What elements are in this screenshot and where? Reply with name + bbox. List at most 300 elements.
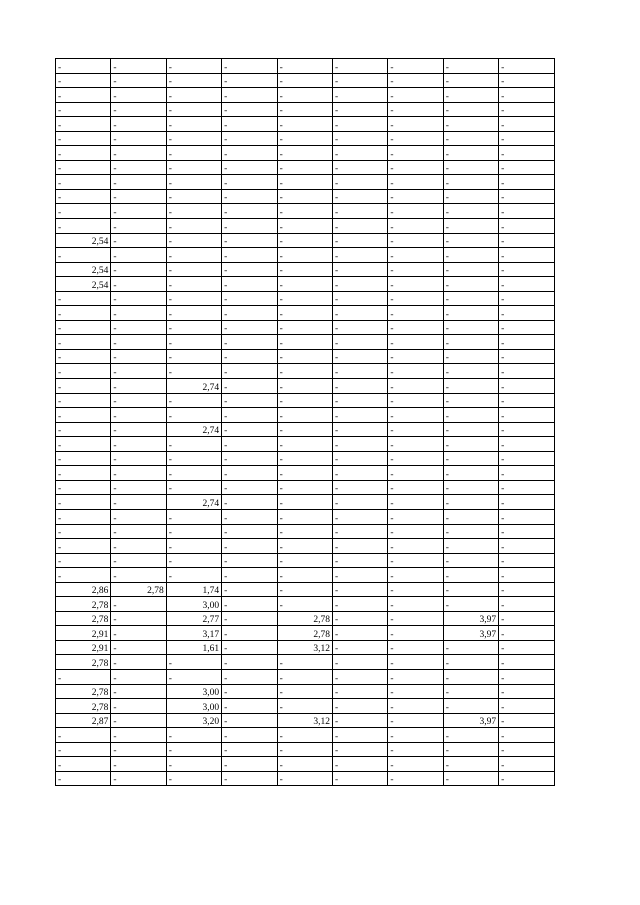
table-cell: - [388,509,443,524]
table-cell: - [277,117,332,132]
table-cell: - [388,422,443,437]
table-cell: - [111,131,166,146]
table-cell: - [443,59,498,74]
table-cell: - [388,306,443,321]
table-cell: - [111,248,166,263]
table-cell: - [443,117,498,132]
table-cell: 3,17 [166,626,221,641]
table-cell: - [499,160,555,175]
table-cell: - [499,277,555,292]
table-cell: - [166,306,221,321]
table-row [56,88,555,103]
table-cell: - [111,466,166,481]
table-cell: - [111,364,166,379]
table-cell: - [56,480,111,495]
table-cell: - [499,582,555,597]
table-cell: - [443,335,498,350]
table-row [56,393,555,408]
table-cell: - [388,349,443,364]
table-cell: - [332,59,387,74]
table-cell: 2,78 [56,655,111,670]
table-cell: - [277,88,332,103]
table-cell: - [443,699,498,714]
table-cell: - [388,88,443,103]
table-cell: - [499,146,555,161]
table-cell: - [499,233,555,248]
table-cell: - [443,655,498,670]
table-cell: - [332,146,387,161]
table-row [56,611,555,626]
table-cell: - [388,669,443,684]
table-cell: - [166,189,221,204]
table-cell: - [388,117,443,132]
table-cell: - [111,509,166,524]
table-cell: 3,12 [277,713,332,728]
table-cell: - [388,408,443,423]
table-row [56,131,555,146]
table-cell: - [332,349,387,364]
table-cell: - [332,742,387,757]
table-cell: - [111,102,166,117]
table-cell: - [222,88,277,103]
table-cell: - [111,73,166,88]
table-cell: 1,74 [166,582,221,597]
table-row [56,553,555,568]
table-cell: - [388,626,443,641]
table-cell: - [332,262,387,277]
table-cell: 2,78 [56,611,111,626]
table-cell: - [56,524,111,539]
table-cell: - [222,611,277,626]
table-cell: - [499,597,555,612]
table-cell: - [277,160,332,175]
table-cell: - [277,699,332,714]
table-cell: 2,78 [277,626,332,641]
table-row [56,102,555,117]
table-cell: - [56,568,111,583]
table-cell: - [166,364,221,379]
table-row [56,757,555,772]
table-cell: - [111,771,166,786]
table-cell: - [111,655,166,670]
table-row [56,669,555,684]
table-cell: - [277,684,332,699]
table-cell: - [222,655,277,670]
table-cell: - [56,553,111,568]
table-cell: - [332,728,387,743]
table-cell: - [332,771,387,786]
table-cell: - [166,102,221,117]
table-cell: - [111,539,166,554]
table-cell: 3,20 [166,713,221,728]
table-cell: - [56,88,111,103]
table-cell: - [332,699,387,714]
table-cell: - [388,568,443,583]
table-cell: - [56,364,111,379]
table-cell: - [443,73,498,88]
table-cell: 2,78 [56,699,111,714]
table-cell: - [222,306,277,321]
table-cell: - [222,175,277,190]
table-cell: - [111,335,166,350]
table-cell: - [499,131,555,146]
table-cell: - [111,524,166,539]
table-cell: - [56,131,111,146]
table-cell: - [111,742,166,757]
table-cell: - [56,728,111,743]
table-cell: - [166,175,221,190]
table-cell: - [111,568,166,583]
table-cell: - [332,393,387,408]
table-cell: - [443,408,498,423]
table-cell: - [332,102,387,117]
table-cell: - [56,379,111,394]
table-cell: - [222,131,277,146]
table-cell: - [277,146,332,161]
table-cell: - [443,349,498,364]
table-cell: - [443,771,498,786]
table-row [56,728,555,743]
table-cell: - [277,524,332,539]
table-cell: - [499,626,555,641]
table-cell: - [111,640,166,655]
table-cell: - [277,728,332,743]
table-cell: - [499,728,555,743]
table-cell: - [222,597,277,612]
table-cell: - [222,480,277,495]
table-cell: - [332,480,387,495]
table-cell: - [56,204,111,219]
table-cell: - [499,349,555,364]
table-cell: - [166,568,221,583]
table-cell: - [388,131,443,146]
table-cell: - [388,582,443,597]
table-cell: - [56,437,111,452]
table-cell: - [388,480,443,495]
table-cell: - [332,713,387,728]
table-cell: - [111,219,166,234]
table-cell: - [277,306,332,321]
table-cell: - [222,364,277,379]
table-cell: - [222,684,277,699]
table-cell: - [388,291,443,306]
table-cell: - [332,757,387,772]
table-body [56,59,555,786]
table-cell: - [499,204,555,219]
table-cell: - [332,640,387,655]
table-cell: - [388,175,443,190]
table-cell: - [166,277,221,292]
table-cell: - [332,684,387,699]
table-cell: - [166,204,221,219]
table-cell: - [443,568,498,583]
table-cell: - [277,219,332,234]
table-cell: - [111,728,166,743]
table-cell: - [332,582,387,597]
table-cell: - [499,669,555,684]
table-cell: - [222,669,277,684]
table-cell: - [222,277,277,292]
table-cell: - [222,582,277,597]
table-cell: - [332,495,387,510]
table-cell: - [56,349,111,364]
table-cell: - [166,728,221,743]
table-cell: - [332,160,387,175]
table-row [56,291,555,306]
table-cell: 2,74 [166,379,221,394]
table-cell: - [499,306,555,321]
table-cell: 2,74 [166,422,221,437]
table-cell: - [443,669,498,684]
table-cell: - [277,291,332,306]
table-cell: - [499,742,555,757]
table-cell: - [332,131,387,146]
table-row [56,582,555,597]
table-cell: - [499,771,555,786]
table-cell: - [443,364,498,379]
table-cell: - [388,379,443,394]
table-cell: - [499,495,555,510]
table-cell: - [332,524,387,539]
table-cell: - [277,320,332,335]
table-cell: - [332,88,387,103]
table-cell: - [166,291,221,306]
table-cell: - [277,553,332,568]
table-cell: - [222,553,277,568]
table-cell: - [222,349,277,364]
table-row [56,233,555,248]
table-row [56,219,555,234]
table-cell: - [277,539,332,554]
table-cell: - [332,669,387,684]
table-cell: - [56,146,111,161]
table-cell: - [388,742,443,757]
table-cell: - [111,160,166,175]
table-cell: - [56,219,111,234]
table-cell: - [277,277,332,292]
table-row [56,597,555,612]
data-table [55,58,555,786]
table-cell: - [443,466,498,481]
table-row [56,146,555,161]
table-cell: - [111,699,166,714]
table-cell: - [388,73,443,88]
table-cell: - [222,742,277,757]
table-cell: - [56,335,111,350]
table-cell: - [277,131,332,146]
table-cell: - [388,728,443,743]
table-cell: - [222,146,277,161]
table-cell: - [443,262,498,277]
table-cell: 3,00 [166,684,221,699]
table-cell: - [111,437,166,452]
table-cell: - [388,771,443,786]
table-cell: 3,97 [443,713,498,728]
table-cell: - [166,117,221,132]
table-cell: 2,91 [56,626,111,641]
table-cell: - [388,437,443,452]
table-cell: - [388,699,443,714]
table-cell: - [111,146,166,161]
table-cell: - [222,699,277,714]
table-cell: - [388,189,443,204]
table-cell: - [222,626,277,641]
table-cell: - [56,742,111,757]
table-cell: - [222,160,277,175]
table-cell: - [443,204,498,219]
table-cell: - [56,539,111,554]
table-cell: - [443,422,498,437]
table-cell: - [111,684,166,699]
table-cell: - [166,262,221,277]
table-cell: - [166,131,221,146]
table-cell: - [443,495,498,510]
table-cell: - [56,393,111,408]
table-row [56,379,555,394]
table-cell: - [277,189,332,204]
table-cell: - [166,160,221,175]
table-cell: - [499,713,555,728]
table-row [56,306,555,321]
table-cell: - [166,408,221,423]
table-cell: - [56,102,111,117]
table-cell: - [166,248,221,263]
table-cell: - [222,771,277,786]
table-cell: - [499,568,555,583]
table-cell: - [222,713,277,728]
table-cell: - [443,597,498,612]
table-cell: - [222,248,277,263]
table-cell: - [166,59,221,74]
table-row [56,655,555,670]
table-cell: - [388,611,443,626]
table-cell: - [443,437,498,452]
table-cell: - [443,509,498,524]
table-cell: - [499,117,555,132]
table-cell: - [332,219,387,234]
table-cell: - [277,466,332,481]
table-cell: - [499,219,555,234]
table-cell: - [443,233,498,248]
table-cell: - [222,451,277,466]
table-row [56,771,555,786]
table-cell: - [277,451,332,466]
table-cell: - [166,524,221,539]
table-cell: - [499,539,555,554]
table-cell: - [111,611,166,626]
table-row [56,349,555,364]
table-row [56,524,555,539]
table-cell: 2,78 [56,684,111,699]
table-cell: - [166,393,221,408]
table-cell: - [56,408,111,423]
table-row [56,495,555,510]
table-cell: - [222,422,277,437]
table-cell: - [56,175,111,190]
table-cell: - [111,306,166,321]
table-cell: - [388,320,443,335]
table-cell: - [499,102,555,117]
table-row [56,422,555,437]
table-cell: - [166,451,221,466]
table-cell: - [277,582,332,597]
table-cell: - [443,131,498,146]
table-cell: - [332,204,387,219]
table-cell: - [499,393,555,408]
table-cell: - [166,320,221,335]
table-row [56,509,555,524]
table-cell: 2,54 [56,277,111,292]
table-cell: - [111,669,166,684]
table-cell: - [388,248,443,263]
table-cell: - [388,597,443,612]
table-cell: - [111,175,166,190]
table-cell: - [443,393,498,408]
table-cell: - [111,495,166,510]
table-cell: - [222,219,277,234]
table-row [56,189,555,204]
table-cell: - [166,88,221,103]
table-cell: - [499,480,555,495]
table-cell: - [443,728,498,743]
table-cell: - [56,73,111,88]
table-row [56,73,555,88]
table-cell: - [332,335,387,350]
table-row [56,160,555,175]
table-cell: - [56,466,111,481]
table-cell: - [499,175,555,190]
table-cell: - [56,117,111,132]
table-row [56,117,555,132]
table-cell: - [388,219,443,234]
table-cell: - [499,655,555,670]
table-cell: - [222,408,277,423]
table-cell: - [166,233,221,248]
table-cell: - [499,291,555,306]
table-row [56,277,555,292]
table-cell: - [388,146,443,161]
table-cell: - [332,611,387,626]
table-cell: - [332,422,387,437]
table-cell: - [111,189,166,204]
table-cell: - [277,175,332,190]
table-row [56,568,555,583]
table-cell: - [499,509,555,524]
table-cell: - [166,655,221,670]
table-cell: - [277,597,332,612]
table-row [56,248,555,263]
table-cell: - [277,408,332,423]
table-cell: - [277,233,332,248]
table-cell: 3,97 [443,611,498,626]
table-cell: - [166,219,221,234]
table-cell: - [332,408,387,423]
table-cell: - [388,539,443,554]
table-cell: 2,91 [56,640,111,655]
table-cell: - [111,59,166,74]
table-cell: - [388,466,443,481]
table-cell: - [332,568,387,583]
table-cell: - [332,451,387,466]
table-cell: 3,00 [166,699,221,714]
table-cell: - [499,699,555,714]
table-row [56,451,555,466]
table-cell: - [499,684,555,699]
table-cell: - [332,553,387,568]
table-cell: - [332,597,387,612]
table-cell: - [332,539,387,554]
table-cell: - [388,277,443,292]
